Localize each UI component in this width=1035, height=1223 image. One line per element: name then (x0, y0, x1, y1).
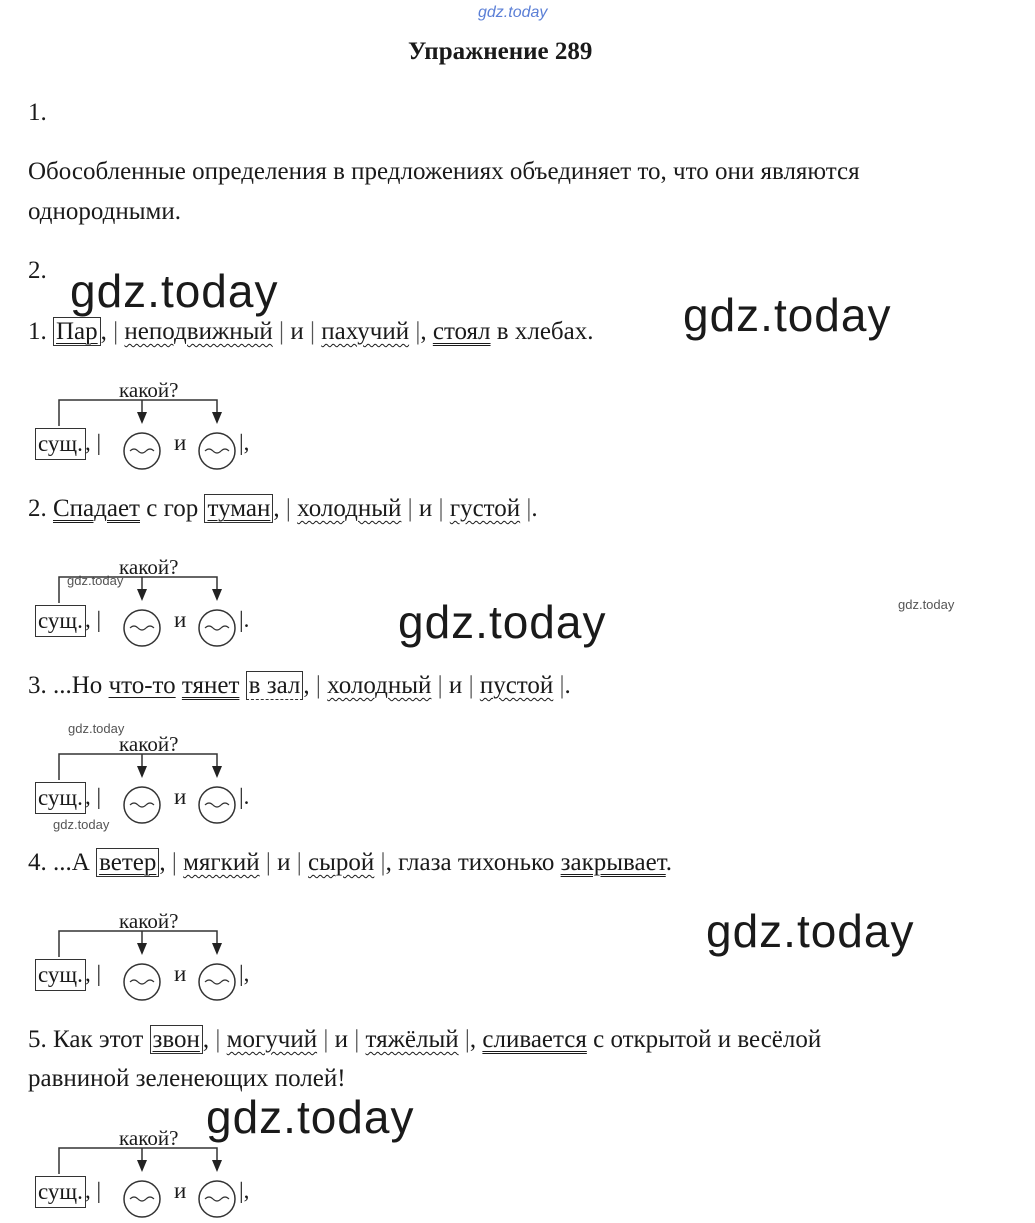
part2-number: 2. (28, 257, 47, 284)
scheme-and: и (174, 1178, 187, 1203)
scheme-noun: сущ. (35, 782, 86, 814)
scheme-and: и (174, 607, 187, 632)
subject: туман (204, 494, 273, 523)
conjunction: и (290, 318, 304, 345)
part1-text-line1: Обособленные определения в предложениях объединяет то, что они являются (28, 158, 860, 185)
subject: звон (150, 1025, 203, 1054)
object: в зал (246, 671, 304, 700)
scheme-question: какой? (119, 909, 179, 933)
scheme-question: какой? (119, 555, 179, 579)
watermark-2: gdz.today (683, 289, 892, 341)
watermark-4: gdz.today (706, 905, 915, 957)
sentence-number: 5. (28, 1026, 47, 1053)
scheme-3: какой? сущ. , | и |. (35, 732, 295, 822)
conjunction: и (334, 1026, 348, 1053)
part1-text-line2: однородными. (28, 198, 182, 225)
sentence-lead: Как этот (53, 1026, 144, 1053)
sentence-number: 3. (28, 672, 47, 699)
definition: холодный (297, 495, 402, 522)
subject: Пар (53, 317, 101, 346)
definition: пахучий (321, 318, 410, 345)
sentence-middle: глаза тихонько (398, 849, 555, 876)
definition: могучий (226, 1026, 318, 1053)
conjunction: и (448, 672, 463, 699)
subject: ветер (96, 848, 159, 877)
sentence-1: 1. Пар , | неподвижный | и | пахучий |, стоял в хлебах. (28, 318, 594, 345)
sentence-5: 5. Как этот звон , | могучий | и | тяжёлый |, сливается с открытой и весёлой (28, 1026, 822, 1053)
definition: холодный (327, 672, 432, 699)
sentence-tail: с открытой и весёлой (593, 1026, 822, 1053)
definition: мягкий (183, 849, 260, 876)
conjunction: и (277, 849, 291, 876)
watermark-small-1: gdz.today (898, 597, 955, 612)
sentence-5-line2: равниной зеленеющих полей! (28, 1065, 346, 1092)
sentence-number: 4. (28, 849, 47, 876)
sentence-3: 3. ...Но что-то тянет в зал , | холодный | и | пустой |. (28, 672, 571, 699)
definition: сырой (308, 849, 375, 876)
subject: что-то (108, 672, 176, 699)
scheme-noun: сущ. (35, 428, 86, 460)
predicate: стоял (432, 318, 491, 345)
definition: неподвижный (124, 318, 273, 345)
definition: густой (449, 495, 521, 522)
watermark-3: gdz.today (398, 596, 607, 648)
sentence-lead: ...А (53, 849, 90, 876)
scheme-2: какой? сущ. , | и |. (35, 555, 295, 645)
predicate: Спадает (53, 495, 140, 522)
scheme-question: какой? (119, 378, 179, 402)
watermark-top: gdz.today (478, 4, 548, 21)
sentence-4: 4. ...А ветер , | мягкий | и | сырой |, глаза тихонько закрывает. (28, 849, 672, 876)
scheme-noun: сущ. (35, 959, 86, 991)
predicate: закрывает (560, 849, 666, 876)
scheme-question: какой? (119, 732, 179, 756)
scheme-1: какой? сущ. , | и |, (35, 378, 295, 468)
definition: тяжёлый (365, 1026, 459, 1053)
scheme-and: и (174, 784, 187, 809)
definition: пустой (479, 672, 554, 699)
sentence-lead: ...Но (53, 672, 103, 699)
watermark-small-2: gdz.today (67, 573, 124, 588)
scheme-question: какой? (119, 1126, 179, 1150)
conjunction: и (418, 495, 433, 522)
sentence-number: 2. (28, 495, 47, 522)
watermark-small-4: gdz.today (53, 817, 110, 832)
watermark-5: gdz.today (206, 1091, 415, 1143)
scheme-noun: сущ. (35, 605, 86, 637)
scheme-and: и (174, 961, 187, 986)
predicate: тянет (181, 672, 240, 699)
part1-number: 1. (28, 99, 47, 126)
page-title: Упражнение 289 (408, 38, 593, 65)
scheme-5: какой? сущ. , | и |, (35, 1126, 295, 1216)
scheme-and: и (174, 430, 187, 455)
watermark-1: gdz.today (70, 265, 279, 317)
sentence-number: 1. (28, 318, 47, 345)
sentence-tail: в хлебах. (496, 318, 594, 345)
sentence-middle: с гор (146, 495, 199, 522)
watermark-small-3: gdz.today (68, 721, 125, 736)
predicate: сливается (482, 1026, 587, 1053)
sentence-2: 2. Спадает с гор туман , | холодный | и | густой |. (28, 495, 538, 522)
scheme-4: какой? сущ. , | и |, (35, 909, 295, 999)
scheme-noun: сущ. (35, 1176, 86, 1208)
